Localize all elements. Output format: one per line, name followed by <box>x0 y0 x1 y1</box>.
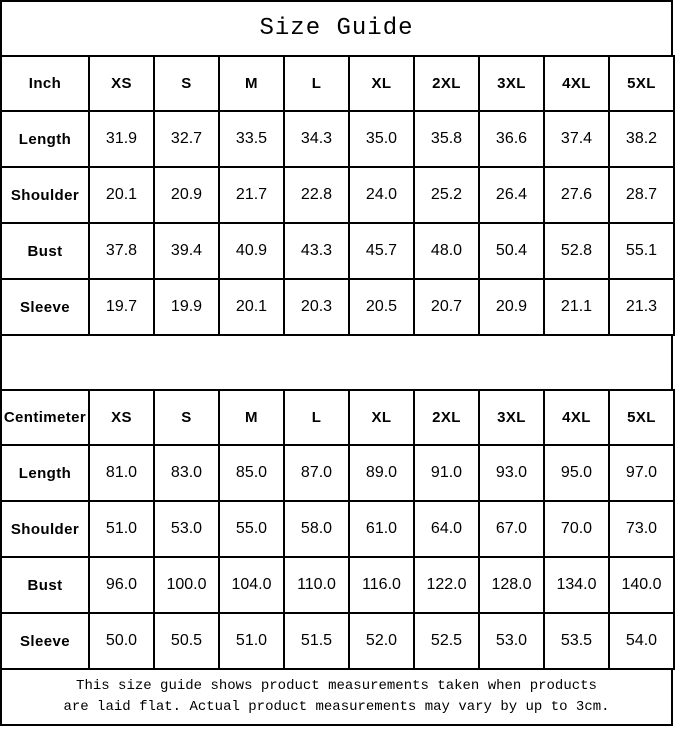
value-cell: 50.5 <box>154 613 219 669</box>
value-cell: 39.4 <box>154 223 219 279</box>
table-row <box>1 613 674 669</box>
value-cell: 45.7 <box>349 223 414 279</box>
value-cell: 52.0 <box>349 613 414 669</box>
cm-size-table <box>0 389 675 670</box>
table-row <box>1 445 674 501</box>
value-cell: 21.1 <box>544 279 609 335</box>
value-cell: 24.0 <box>349 167 414 223</box>
value-cell: 20.3 <box>284 279 349 335</box>
value-cell: 48.0 <box>414 223 479 279</box>
value-cell: 25.2 <box>414 167 479 223</box>
size-header-cell: 4XL <box>544 56 609 111</box>
size-header-cell: XS <box>89 56 154 111</box>
inch-size-table <box>0 55 675 336</box>
row-label-cell: Sleeve <box>1 613 89 669</box>
size-header-cell: S <box>154 56 219 111</box>
footer-note-line1: This size guide shows product measurements taken when products <box>76 678 597 694</box>
spacer-box <box>0 334 673 391</box>
value-cell: 37.8 <box>89 223 154 279</box>
value-cell: 53.0 <box>479 613 544 669</box>
size-header-cell: 3XL <box>479 56 544 111</box>
size-header-cell: L <box>284 390 349 445</box>
value-cell: 54.0 <box>609 613 674 669</box>
row-label-cell: Bust <box>1 557 89 613</box>
value-cell: 87.0 <box>284 445 349 501</box>
size-header-cell: 2XL <box>414 390 479 445</box>
value-cell: 21.7 <box>219 167 284 223</box>
value-cell: 43.3 <box>284 223 349 279</box>
value-cell: 20.7 <box>414 279 479 335</box>
value-cell: 140.0 <box>609 557 674 613</box>
value-cell: 52.5 <box>414 613 479 669</box>
size-header-cell: 3XL <box>479 390 544 445</box>
page-title-text: Size Guide <box>259 15 414 42</box>
value-cell: 38.2 <box>609 111 674 167</box>
value-cell: 20.1 <box>89 167 154 223</box>
value-cell: 83.0 <box>154 445 219 501</box>
row-label-cell: Length <box>1 445 89 501</box>
table-row <box>1 279 674 335</box>
size-header-cell: L <box>284 56 349 111</box>
value-cell: 91.0 <box>414 445 479 501</box>
size-header-cell: M <box>219 390 284 445</box>
table-row <box>1 501 674 557</box>
row-label-cell: Shoulder <box>1 167 89 223</box>
value-cell: 37.4 <box>544 111 609 167</box>
value-cell: 20.5 <box>349 279 414 335</box>
size-header-cell: S <box>154 390 219 445</box>
value-cell: 51.0 <box>219 613 284 669</box>
value-cell: 110.0 <box>284 557 349 613</box>
value-cell: 50.0 <box>89 613 154 669</box>
table-row <box>1 223 674 279</box>
value-cell: 116.0 <box>349 557 414 613</box>
value-cell: 70.0 <box>544 501 609 557</box>
value-cell: 34.3 <box>284 111 349 167</box>
value-cell: 35.8 <box>414 111 479 167</box>
value-cell: 55.1 <box>609 223 674 279</box>
value-cell: 51.5 <box>284 613 349 669</box>
size-header-cell: XS <box>89 390 154 445</box>
value-cell: 96.0 <box>89 557 154 613</box>
value-cell: 35.0 <box>349 111 414 167</box>
value-cell: 61.0 <box>349 501 414 557</box>
value-cell: 31.9 <box>89 111 154 167</box>
row-label-cell: Shoulder <box>1 501 89 557</box>
row-label-cell: Sleeve <box>1 279 89 335</box>
value-cell: 89.0 <box>349 445 414 501</box>
value-cell: 64.0 <box>414 501 479 557</box>
value-cell: 58.0 <box>284 501 349 557</box>
size-header-cell: 4XL <box>544 390 609 445</box>
value-cell: 40.9 <box>219 223 284 279</box>
row-label-cell: Length <box>1 111 89 167</box>
size-header-cell: 2XL <box>414 56 479 111</box>
value-cell: 95.0 <box>544 445 609 501</box>
value-cell: 20.1 <box>219 279 284 335</box>
footer-note-line2: are laid flat. Actual product measurements may vary by up to 3cm. <box>63 699 610 715</box>
value-cell: 27.6 <box>544 167 609 223</box>
value-cell: 53.0 <box>154 501 219 557</box>
value-cell: 55.0 <box>219 501 284 557</box>
value-cell: 21.3 <box>609 279 674 335</box>
size-header-cell: 5XL <box>609 56 674 111</box>
value-cell: 128.0 <box>479 557 544 613</box>
value-cell: 32.7 <box>154 111 219 167</box>
value-cell: 85.0 <box>219 445 284 501</box>
value-cell: 20.9 <box>154 167 219 223</box>
value-cell: 122.0 <box>414 557 479 613</box>
size-header-cell: XL <box>349 390 414 445</box>
value-cell: 51.0 <box>89 501 154 557</box>
table-row <box>1 557 674 613</box>
value-cell: 20.9 <box>479 279 544 335</box>
table-header-row <box>1 56 674 111</box>
row-label-cell: Bust <box>1 223 89 279</box>
value-cell: 134.0 <box>544 557 609 613</box>
value-cell: 26.4 <box>479 167 544 223</box>
value-cell: 73.0 <box>609 501 674 557</box>
size-header-cell: XL <box>349 56 414 111</box>
footer-note <box>0 668 673 726</box>
value-cell: 52.8 <box>544 223 609 279</box>
value-cell: 53.5 <box>544 613 609 669</box>
unit-header-cell: Inch <box>1 56 89 111</box>
size-header-cell: 5XL <box>609 390 674 445</box>
page-title <box>0 0 673 57</box>
size-header-cell: M <box>219 56 284 111</box>
value-cell: 50.4 <box>479 223 544 279</box>
value-cell: 81.0 <box>89 445 154 501</box>
value-cell: 67.0 <box>479 501 544 557</box>
value-cell: 97.0 <box>609 445 674 501</box>
table-row <box>1 167 674 223</box>
value-cell: 28.7 <box>609 167 674 223</box>
unit-header-cell: Centimeter <box>1 390 89 445</box>
value-cell: 19.7 <box>89 279 154 335</box>
value-cell: 22.8 <box>284 167 349 223</box>
table-row <box>1 111 674 167</box>
value-cell: 33.5 <box>219 111 284 167</box>
value-cell: 100.0 <box>154 557 219 613</box>
value-cell: 36.6 <box>479 111 544 167</box>
value-cell: 93.0 <box>479 445 544 501</box>
value-cell: 104.0 <box>219 557 284 613</box>
value-cell: 19.9 <box>154 279 219 335</box>
table-header-row <box>1 390 674 445</box>
